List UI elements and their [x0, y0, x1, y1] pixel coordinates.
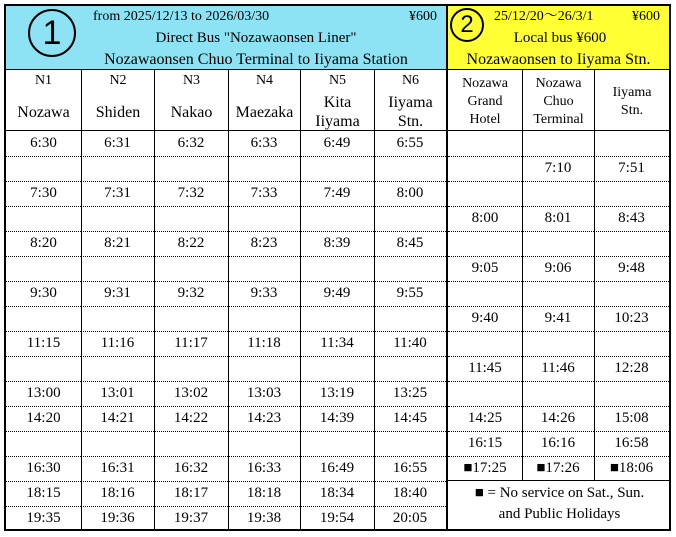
time-cell	[374, 256, 446, 281]
route1-number: 1	[42, 13, 62, 52]
time-cell: 16:15	[448, 431, 522, 456]
time-cell: 8:39	[300, 231, 374, 256]
time-cell	[154, 356, 228, 381]
time-cell	[81, 431, 154, 456]
time-cell: 9:30	[6, 281, 81, 306]
time-cell: 9:49	[300, 281, 374, 306]
time-cell: 8:21	[81, 231, 154, 256]
table-row	[448, 356, 669, 381]
time-cell: 10:23	[594, 306, 669, 331]
route2-footnote-line1: ■ = No service on Sat., Sun.	[474, 485, 645, 501]
table-row	[448, 156, 669, 181]
table-row	[6, 131, 446, 156]
time-cell	[522, 281, 594, 306]
time-cell	[6, 206, 81, 231]
table-row	[448, 181, 669, 206]
time-cell	[300, 431, 374, 456]
route2-stop-name-line1: Nozawa	[535, 76, 582, 91]
time-cell	[448, 231, 522, 256]
table-row	[6, 231, 446, 256]
route1-stop-name-n6-line2: Stn.	[397, 113, 424, 130]
route2-period: 25/12/20〜26/3/1	[494, 9, 594, 24]
table-row	[6, 306, 446, 331]
time-cell	[6, 431, 81, 456]
route1-service: Direct Bus "Nozawaonsen Liner"	[155, 30, 357, 46]
time-cell: 6:49	[300, 131, 374, 156]
time-cell: 7:30	[6, 181, 81, 206]
time-cell: 11:34	[300, 331, 374, 356]
route2-service: Local bus ¥600	[513, 30, 607, 46]
time-cell: 19:54	[319, 510, 355, 527]
time-cell: 19:38	[246, 510, 282, 527]
table-row	[6, 381, 446, 406]
table-row	[6, 331, 446, 356]
time-cell: 7:51	[594, 156, 669, 181]
time-cell: 18:17	[154, 481, 228, 506]
route1-stop-name-n2: Shiden	[95, 104, 141, 121]
time-cell	[154, 256, 228, 281]
time-cell: 9:32	[154, 281, 228, 306]
time-cell: 6:31	[81, 131, 154, 156]
time-cell	[448, 131, 522, 156]
time-cell	[6, 306, 81, 331]
route1-stop-name-n5-line2: Iiyama	[315, 113, 360, 130]
time-cell	[81, 156, 154, 181]
time-cell: 14:21	[81, 406, 154, 431]
route2-number: 2	[460, 11, 474, 38]
time-cell: 7:31	[81, 181, 154, 206]
time-cell: 12:28	[594, 356, 669, 381]
route1-stop-code-n5: N5	[328, 73, 347, 88]
time-cell: 11:18	[228, 331, 300, 356]
time-cell: 9:40	[448, 306, 522, 331]
time-cell: 11:46	[522, 356, 594, 381]
time-cell	[594, 131, 669, 156]
time-cell: 14:25	[448, 406, 522, 431]
time-cell	[154, 306, 228, 331]
time-cell	[228, 431, 300, 456]
table-row	[6, 506, 446, 531]
time-cell	[81, 206, 154, 231]
time-cell: 18:40	[374, 481, 446, 506]
time-cell: 9:48	[594, 256, 669, 281]
time-cell	[6, 256, 81, 281]
table-row	[448, 256, 669, 281]
header-divider	[6, 69, 669, 70]
time-cell: 16:49	[300, 456, 374, 481]
time-cell: 18:15	[6, 481, 81, 506]
time-cell: ■18:06	[609, 460, 654, 477]
time-cell: 8:45	[374, 231, 446, 256]
time-cell: 8:22	[154, 231, 228, 256]
time-cell: 9:05	[448, 256, 522, 281]
table-row	[448, 456, 669, 481]
table-row	[6, 256, 446, 281]
route2-stop-name-line3: Terminal	[533, 112, 584, 127]
time-cell	[6, 156, 81, 181]
time-cell	[300, 356, 374, 381]
route1-timetable	[6, 131, 446, 531]
time-cell: 8:00	[374, 181, 446, 206]
time-cell: 16:16	[522, 431, 594, 456]
table-row	[6, 356, 446, 381]
time-cell: 13:03	[228, 381, 300, 406]
route2-footnote	[452, 483, 667, 525]
time-cell: 14:26	[522, 406, 594, 431]
time-cell: ■17:26	[536, 460, 580, 477]
time-cell: 20:05	[392, 510, 428, 527]
time-cell: 8:20	[6, 231, 81, 256]
time-cell: 14:23	[228, 406, 300, 431]
route1-stop-name-n6-line1: Iiyama	[388, 94, 433, 111]
time-cell	[448, 281, 522, 306]
time-cell	[594, 331, 669, 356]
route1-stop-name-n1: Nozawa	[17, 104, 70, 121]
time-cell: 7:32	[154, 181, 228, 206]
time-cell	[594, 381, 669, 406]
time-cell	[374, 156, 446, 181]
time-cell	[300, 256, 374, 281]
table-row	[448, 281, 669, 306]
time-cell	[81, 356, 154, 381]
route1-stop-name-n5-line1: Kita	[323, 94, 352, 111]
time-cell	[594, 181, 669, 206]
time-cell: 16:33	[228, 456, 300, 481]
time-cell	[300, 156, 374, 181]
route2-stop-name-line3: Hotel	[469, 112, 501, 127]
table-row	[6, 456, 446, 481]
time-cell	[154, 206, 228, 231]
table-row	[448, 381, 669, 406]
time-cell: 8:00	[448, 206, 522, 231]
time-cell: 6:33	[228, 131, 300, 156]
time-cell	[374, 306, 446, 331]
time-cell: 9:33	[228, 281, 300, 306]
time-cell: 19:37	[173, 510, 209, 527]
time-cell: 9:06	[522, 256, 594, 281]
time-cell	[154, 431, 228, 456]
time-cell: 7:49	[300, 181, 374, 206]
time-cell: 15:08	[594, 406, 669, 431]
time-cell: 14:39	[300, 406, 374, 431]
time-cell	[228, 156, 300, 181]
time-cell	[228, 306, 300, 331]
route1-stop-code-n6: N6	[401, 73, 420, 88]
time-cell	[522, 381, 594, 406]
time-cell	[522, 131, 594, 156]
time-cell: 16:31	[81, 456, 154, 481]
time-cell	[522, 331, 594, 356]
route1-stop-name-n4: Maezaka	[235, 104, 294, 121]
route2-number-badge	[450, 8, 484, 42]
route1-stop-code-n4: N4	[255, 73, 274, 88]
route1-route-name: Nozawaonsen Chuo Terminal to Iiyama Station	[104, 51, 408, 68]
time-cell	[374, 356, 446, 381]
time-cell	[228, 256, 300, 281]
time-cell	[374, 431, 446, 456]
route2-timetable	[448, 131, 669, 481]
table-row	[6, 481, 446, 506]
route2-route-name: Nozawaonsen to Iiyama Stn.	[466, 51, 651, 68]
time-cell	[81, 306, 154, 331]
time-cell: 11:15	[6, 331, 81, 356]
time-cell	[448, 181, 522, 206]
route1-period: from 2025/12/13 to 2026/03/30	[93, 9, 270, 24]
time-cell: 14:20	[6, 406, 81, 431]
time-cell: 11:17	[154, 331, 228, 356]
time-cell	[594, 281, 669, 306]
time-cell: 13:02	[154, 381, 228, 406]
time-cell: 8:01	[522, 206, 594, 231]
time-cell: 11:45	[448, 356, 522, 381]
route2-stop-name-line2: Chuo	[543, 94, 574, 109]
time-cell: 6:30	[6, 131, 81, 156]
time-cell: 14:22	[154, 406, 228, 431]
time-cell: 13:01	[81, 381, 154, 406]
time-cell	[522, 181, 594, 206]
time-cell: 14:45	[374, 406, 446, 431]
route1-stop-name-n3: Nakao	[170, 104, 213, 121]
route2-stop-name-line1: Nozawa	[462, 76, 508, 91]
route1-stop-code-n1: N1	[34, 73, 53, 88]
route2-fare: ¥600	[632, 9, 660, 24]
time-cell	[448, 381, 522, 406]
table-row	[6, 281, 446, 306]
time-cell: 19:36	[100, 510, 135, 527]
time-cell: 18:34	[300, 481, 374, 506]
table-row	[448, 206, 669, 231]
route1-stop-code-n3: N3	[182, 73, 201, 88]
table-row	[448, 131, 669, 156]
route1-stop-code-n2: N2	[109, 73, 127, 88]
time-cell: 13:25	[374, 381, 446, 406]
time-cell: 13:00	[6, 381, 81, 406]
route1-fare: ¥600	[409, 9, 437, 24]
time-cell	[81, 256, 154, 281]
time-cell: 16:55	[374, 456, 446, 481]
time-cell: 16:30	[6, 456, 81, 481]
time-cell: 7:10	[522, 156, 594, 181]
time-cell: 11:40	[374, 331, 446, 356]
table-row	[6, 206, 446, 231]
time-cell: 11:16	[81, 331, 154, 356]
table-row	[6, 156, 446, 181]
time-cell: 19:35	[26, 510, 61, 527]
route2-stop-name-line1: Iiyama	[612, 85, 652, 100]
time-cell	[300, 306, 374, 331]
time-cell: 9:55	[374, 281, 446, 306]
route2-footnote-line2: and Public Holidays	[498, 506, 621, 522]
time-cell: 18:18	[228, 481, 300, 506]
table-row	[448, 331, 669, 356]
route2-stop-name-line2: Stn.	[620, 103, 644, 118]
time-cell	[300, 206, 374, 231]
table-row	[448, 431, 669, 456]
time-cell	[374, 206, 446, 231]
table-row	[6, 181, 446, 206]
time-cell	[448, 331, 522, 356]
time-cell	[154, 156, 228, 181]
time-cell: 16:58	[594, 431, 669, 456]
time-cell	[228, 356, 300, 381]
time-cell: 6:55	[374, 131, 446, 156]
time-cell: ■17:25	[463, 460, 507, 477]
table-row	[6, 406, 446, 431]
time-cell	[228, 206, 300, 231]
time-cell: 9:41	[522, 306, 594, 331]
time-cell: 8:43	[594, 206, 669, 231]
route1-number-badge	[28, 9, 76, 57]
time-cell: 18:16	[81, 481, 154, 506]
time-cell: 16:32	[154, 456, 228, 481]
time-cell	[448, 156, 522, 181]
table-row	[6, 431, 446, 456]
time-cell: 7:33	[228, 181, 300, 206]
time-cell	[522, 231, 594, 256]
time-cell: 13:19	[300, 381, 374, 406]
time-cell: 9:31	[81, 281, 154, 306]
time-cell: 6:32	[154, 131, 228, 156]
time-cell	[594, 231, 669, 256]
time-cell	[6, 356, 81, 381]
route2-stop-name-line2: Grand	[467, 94, 503, 109]
time-cell: 8:23	[228, 231, 300, 256]
table-row	[448, 231, 669, 256]
table-row	[448, 306, 669, 331]
table-row	[448, 406, 669, 431]
